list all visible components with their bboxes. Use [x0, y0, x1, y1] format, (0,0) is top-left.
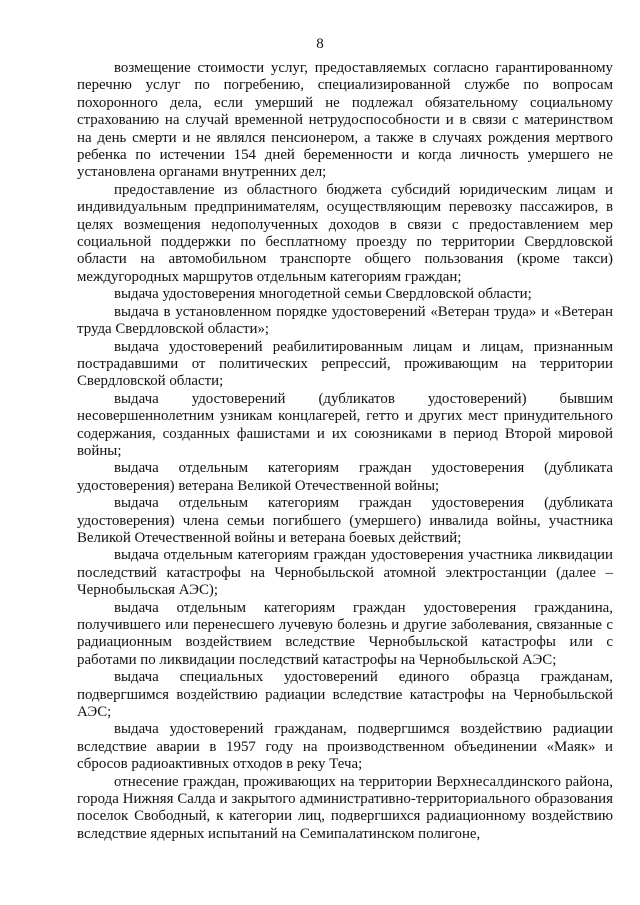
paragraph: предоставление из областного бюджета субсидий юридическим лицам и индивидуальным предпринимателям, осуществляющим перевозку пассажиров, в целях возмещения недополученных доходов в связи с предоставлением мер социальной поддержки по бесплатному проезду по территории Свердловской области на автомобильном транспорте общего пользования (кроме такси) междугородных маршрутов отдельным категориям граждан;	[77, 181, 613, 285]
paragraph: отнесение граждан, проживающих на территории Верхнесалдинского района, города Нижняя Салда и закрытого административно-территориального образования поселок Свободный, к категории лиц, подвергшихся радиационному воздействию вследствие ядерных испытаний на Семипалатинском полигоне,	[77, 773, 613, 842]
paragraph: выдача отдельным категориям граждан удостоверения (дубликата удостоверения) члена семьи погибшего (умершего) инвалида войны, участника Великой Отечественной войны и ветерана боевых действий;	[77, 495, 613, 546]
paragraph: выдача отдельным категориям граждан удостоверения (дубликата удостоверения) ветерана Великой Отечественной войны;	[77, 460, 613, 494]
paragraph: выдача удостоверений гражданам, подвергшимся воздействию радиации вследствие аварии в 1957 году на производственном объединении «Маяк» и сбросов радиоактивных отходов в реку Теча;	[77, 721, 613, 773]
paragraph: выдача удостоверения многодетной семьи Свердловской области;	[114, 286, 532, 303]
paragraph: выдача удостоверений реабилитированным лицам и лицам, признанным пострадавшими от политических репрессий, проживающим на территории Свердловской области;	[77, 338, 613, 390]
paragraph: выдача отдельным категориям граждан удостоверения участника ликвидации последствий катастрофы на Чернобыльской атомной электростанции (далее – Чернобыльская АЭС);	[77, 547, 613, 599]
body-text	[77, 60, 613, 843]
paragraph: выдача специальных удостоверений единого образца гражданам, подвергшимся воздействию радиации вследствие катастрофы на Чернобыльской АЭС;	[77, 669, 613, 721]
paragraph: выдача удостоверений (дубликатов удостоверений) бывшим несовершеннолетним узникам концлагерей, гетто и других мест принудительного содержания, созданных фашистами и их союзниками в период Второй мировой войны;	[77, 390, 613, 459]
paragraph: выдача отдельным категориям граждан удостоверения гражданина, получившего или перенесшего лучевую болезнь и другие заболевания, связанные с радиационным воздействием вследствие Чернобыльской катастрофы или с работами по ликвидации последствий катастрофы на Чернобыльской АЭС;	[77, 599, 613, 668]
page-number: 8	[316, 36, 324, 52]
paragraph: возмещение стоимости услуг, предоставляемых согласно гарантированному перечню услуг по погребению, специализированной службе по вопросам похоронного дела, если умерший не подлежал обязательному социальному страхованию на случай временной нетрудоспособности и в связи с материнством на день смерти и не являлся пенсионером, а также в случаях рождения мертвого ребенка по истечении 154 дней беременности и когда личность умершего не установлена органами внутренних дел;	[77, 60, 613, 181]
paragraph: выдача в установленном порядке удостоверений «Ветеран труда» и «Ветеран труда Свердловской области»;	[77, 303, 613, 338]
